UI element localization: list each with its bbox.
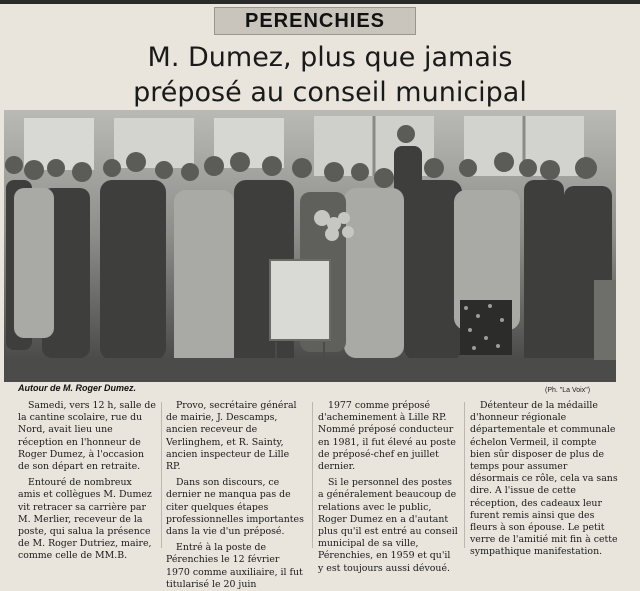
paragraph: Entouré de nombreux amis et collègues M. Dumez vit retracer sa carrière par M. Merlier, receveur de la poste, qui salua la présence de M. Roger Dutriez, maire, comme celle de MM.B. (18, 477, 152, 562)
section-kicker: PERENCHIES (244, 9, 386, 32)
article-column-1 (18, 400, 156, 562)
top-rule (0, 0, 640, 4)
column-divider (312, 402, 313, 548)
paragraph: Dans son discours, ce dernier ne manqua pas de citer quelques étapes professionnelles importantes dans la vie d'un préposé. (166, 477, 304, 538)
group-photo (4, 110, 616, 382)
section-kicker-band (214, 7, 416, 35)
headline-line-2: préposé au conseil municipal (133, 77, 527, 108)
article-column-3 (318, 400, 458, 574)
paragraph: Si le personnel des postes a généralement beaucoup de relations avec le public, Roger Dumez en a d'autant plus qu'il est entré au conseil municipal de sa ville, Pérenchies, en 1959 et qu'il y est toujours aussi dévoué. (318, 477, 458, 574)
adjacent-article-edge (618, 150, 640, 390)
headline (60, 40, 600, 110)
column-divider (161, 402, 162, 548)
article-column-4 (470, 400, 618, 558)
group-photo-image (4, 110, 616, 382)
paragraph: Provo, secrétaire général de mairie, J. Descamps, ancien receveur de Verlinghem, et R. Sainty, ancien inspecteur de Lille RP. (166, 400, 297, 473)
paragraph: 1977 comme préposé d'acheminement à Lille RP. Nommé préposé conducteur en 1981, il fut élevé au poste de préposé-chef en juillet dernier. (318, 400, 456, 473)
article-column-2 (166, 400, 306, 590)
headline-line-1: M. Dumez, plus que jamais (147, 42, 513, 73)
paragraph: Détenteur de la médaille d'honneur régionale départementale et communale échelon Vermeil, il compte bien sûr disposer de plus de temps pour assumer désormais ce rôle, cela va sans dire. A l'issue de cette réception, des cadeaux leur furent remis ainsi que des fleurs à son épouse. Le petit verre de l'amitié mit fin à cette sympathique manifestation. (470, 400, 618, 558)
photo-credit: (Ph. "La Voix") (545, 387, 591, 394)
paragraph: Samedi, vers 12 h, salle de la cantine scolaire, rue du Nord, avait lieu une réception en l'honneur de Roger Dumez, à l'occasion de son départ en retraite. (18, 400, 156, 473)
paragraph: Entré à la poste de Pérenchies le 12 février 1970 comme auxiliaire, il fut titularisé le 20 juin (166, 542, 303, 590)
photo-caption: Autour de M. Roger Dumez. (18, 383, 137, 393)
column-divider (464, 402, 465, 548)
